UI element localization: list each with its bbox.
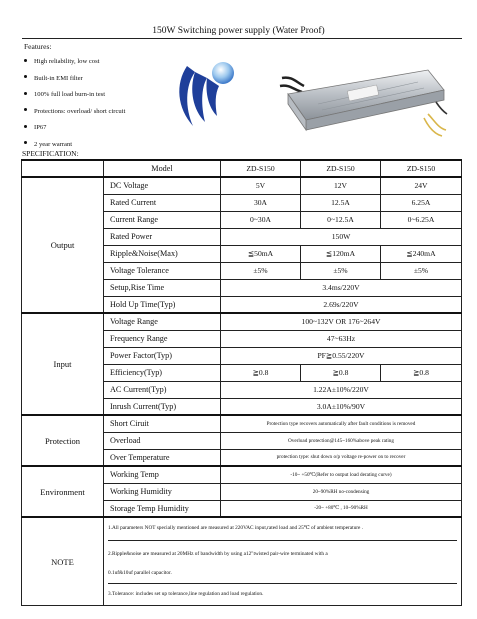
- group-protection: Protection: [22, 415, 104, 466]
- bullet-icon: [24, 59, 27, 62]
- table-row: Inrush Current(Typ) 3.0A±10%/90V: [22, 398, 462, 415]
- note-row: [22, 517, 462, 606]
- table-row: Output DC Voltage 5V 12V 24V: [22, 177, 462, 194]
- table-row: Storage Temp Humidity -20~ +80℃ , 10~90%RH: [22, 500, 462, 517]
- table-row: Efficiency(Typ) ≧0.8 ≧0.8 ≧0.8: [22, 364, 462, 381]
- model-col-3: ZD-S150: [381, 160, 462, 177]
- table-row: Voltage Tolerance ±5% ±5% ±5%: [22, 262, 462, 279]
- specification-table: [21, 159, 462, 606]
- group-environment: Environment: [22, 466, 104, 517]
- model-header: Model: [104, 160, 221, 177]
- feature-item: 100% full load burn-in test: [24, 89, 125, 106]
- feature-item: Built-in EMI filter: [24, 73, 125, 90]
- table-row: Environment Working Temp -10~ +50℃(Refer to output load derating curve): [22, 466, 462, 483]
- specification-heading: SPECIFICATION:: [22, 149, 79, 158]
- table-row: Input Voltage Range 100~132V OR 176~264V: [22, 313, 462, 330]
- note-line: 3.Tolerance: includes set up tolerance,line regulation and load regulation.: [108, 590, 264, 597]
- table-header-row: [22, 160, 462, 177]
- note-line: 2.Ripple&noise are measured at 20MHz of bandwidth by using a12"twisted pair-wire terminated with a 0.1uf&10uf parallel capacitor.: [108, 541, 457, 584]
- table-row: Power Factor(Typ) PF≧0.55/220V: [22, 347, 462, 364]
- feature-item: High reliability, low cost: [24, 56, 125, 73]
- document-title: 150W Switching power supply (Water Proof): [152, 26, 325, 36]
- group-note: NOTE: [22, 517, 104, 606]
- group-input: Input: [22, 313, 104, 415]
- feature-item: 2 year warrant: [24, 139, 125, 156]
- company-logo: [165, 56, 243, 134]
- title-rule: [22, 38, 462, 39]
- table-row: Frequency Range 47~63Hz: [22, 330, 462, 347]
- table-row: AC Current(Typ) 1.22A±10%/220V: [22, 381, 462, 398]
- bullet-icon: [24, 108, 27, 111]
- feature-item: Protections: overload/ short circuit: [24, 106, 125, 123]
- table-row: Hold Up Time(Typ) 2.69s/220V: [22, 296, 462, 313]
- table-row: Current Range 0~30A 0~12.5A 0~6.25A: [22, 211, 462, 228]
- note-line: 1.All parameters NOT specially mentioned are measured at 220VAC input,rated load and 25℃ of ambient temperature .: [108, 518, 457, 541]
- group-output: Output: [22, 177, 104, 313]
- model-col-2: ZD-S150: [301, 160, 381, 177]
- table-row: Working Humidity 20~90%RH no-condensing: [22, 483, 462, 500]
- features-list: [24, 56, 125, 155]
- product-image: [278, 64, 448, 146]
- model-col-1: ZD-S150: [221, 160, 301, 177]
- table-row: Overload Overload protection@145~160%above peak rating: [22, 432, 462, 449]
- bullet-icon: [24, 75, 27, 78]
- bullet-icon: [24, 141, 27, 144]
- table-row: Rated Power 150W: [22, 228, 462, 245]
- feature-item: IP67: [24, 122, 125, 139]
- table-row: Setup,Rise Time 3.4ms/220V: [22, 279, 462, 296]
- table-row: Ripple&Noise(Max) ≦50mA ≦120mA ≦240mA: [22, 245, 462, 262]
- table-row: Rated Current 30A 12.5A 6.25A: [22, 194, 462, 211]
- bullet-icon: [24, 92, 27, 95]
- table-row: Over Temperature protection type: shut down o/p voltage re-power on to recover: [22, 449, 462, 466]
- note-cell: [104, 517, 462, 606]
- bullet-icon: [24, 125, 27, 128]
- table-row: Protection Short Ciruit Protection type recovers automatically after fault conditions is removed: [22, 415, 462, 432]
- features-heading: Features:: [24, 42, 52, 51]
